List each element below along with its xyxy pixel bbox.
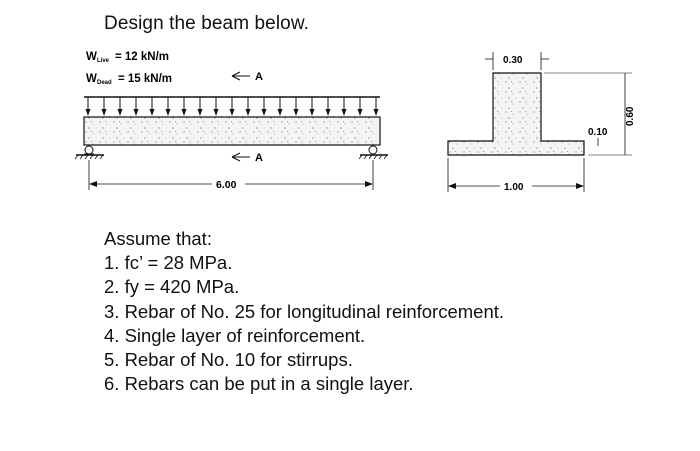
assumption-item: 5. Rebar of No. 10 for stirrups. bbox=[104, 349, 353, 371]
web-width-dimension bbox=[485, 52, 549, 70]
section-mark-top bbox=[232, 71, 263, 83]
load-arrow-head bbox=[310, 109, 315, 116]
svg-text:W: W bbox=[86, 73, 97, 85]
svg-text:1.00: 1.00 bbox=[504, 182, 524, 193]
assumption-item: 2. fy = 420 MPa. bbox=[104, 276, 240, 298]
load-arrow-head bbox=[358, 109, 363, 116]
t-section-outline bbox=[448, 73, 584, 155]
svg-text:= 12 kN/m: = 12 kN/m bbox=[115, 51, 170, 63]
svg-text:0.10: 0.10 bbox=[588, 127, 608, 138]
load-arrow-head bbox=[198, 109, 203, 116]
load-arrow-head bbox=[150, 109, 155, 116]
load-arrow-head bbox=[230, 109, 235, 116]
load-arrow-head bbox=[374, 109, 379, 116]
load-arrow-head bbox=[342, 109, 347, 116]
assumption-item: 4. Single layer of reinforcement. bbox=[104, 324, 366, 346]
roller-support-right bbox=[359, 146, 388, 159]
load-arrow-head bbox=[326, 109, 331, 116]
assumption-item: 3. Rebar of No. 25 for longitudinal reinforcement. bbox=[104, 300, 505, 322]
load-arrow-head bbox=[278, 109, 283, 116]
load-arrow-head bbox=[134, 109, 139, 116]
beam-body bbox=[84, 117, 380, 145]
svg-text:Dead: Dead bbox=[97, 80, 112, 86]
load-arrow-head bbox=[182, 109, 187, 116]
load-arrow-head bbox=[102, 109, 107, 116]
assumptions-block bbox=[104, 227, 504, 396]
svg-text:6.00: 6.00 bbox=[216, 179, 237, 191]
svg-text:0.30: 0.30 bbox=[503, 55, 523, 66]
svg-text:Live: Live bbox=[97, 58, 110, 64]
svg-text:A: A bbox=[255, 152, 263, 164]
assumption-item: 6. Rebars can be put in a single layer. bbox=[104, 373, 414, 395]
load-arrow-head bbox=[246, 109, 251, 116]
svg-text:= 15 kN/m: = 15 kN/m bbox=[118, 73, 173, 85]
assumption-item: 1. fc’ = 28 MPa. bbox=[104, 252, 233, 274]
problem-title: Design the beam below. bbox=[104, 13, 309, 34]
flange-thickness-dimension bbox=[588, 127, 608, 146]
load-arrow-head bbox=[86, 109, 91, 116]
flange-width-dimension bbox=[448, 158, 584, 193]
load-arrow-head bbox=[166, 109, 171, 116]
svg-text:W: W bbox=[86, 51, 97, 63]
live-load-label bbox=[86, 51, 169, 64]
svg-text:A: A bbox=[255, 71, 263, 83]
load-arrow-head bbox=[262, 109, 267, 116]
span-dimension bbox=[89, 160, 373, 191]
t-cross-section bbox=[448, 73, 584, 155]
distributed-load bbox=[84, 97, 380, 116]
load-arrow-head bbox=[118, 109, 123, 116]
section-mark-bottom bbox=[232, 152, 263, 164]
dead-load-label bbox=[86, 73, 172, 86]
assumptions-heading: Assume that: bbox=[104, 228, 212, 249]
pin-support-left bbox=[75, 146, 104, 159]
load-arrow-head bbox=[214, 109, 219, 116]
load-arrow-head bbox=[294, 109, 299, 116]
svg-text:0.60: 0.60 bbox=[625, 106, 636, 126]
